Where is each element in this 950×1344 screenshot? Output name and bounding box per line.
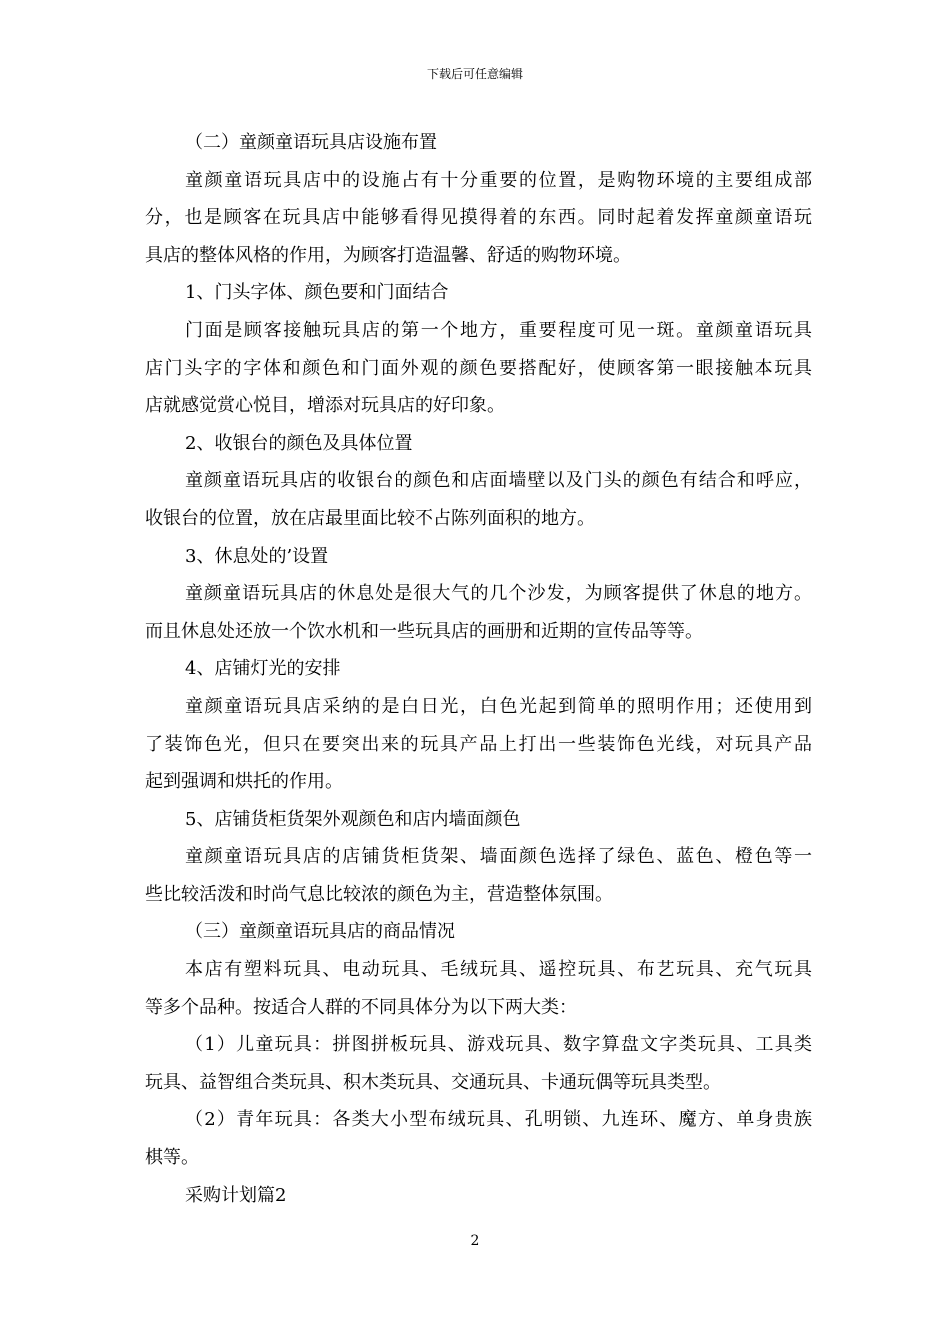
text-line: 门面是顾客接触玩具店的第一个地方，重要程度可见一斑。童颜童语玩具 [185,319,812,341]
document-body [145,124,812,1214]
text-line: 1、门头字体、颜色要和门面结合 [185,282,449,304]
text-line: 而且休息处还放一个饮水机和一些玩具店的画册和近期的宣传品等等。 [145,620,703,642]
text-line: 店门头字的字体和颜色和门面外观的颜色要搭配好，使顾客第一眼接触本玩具 [145,357,812,379]
text-line: 4、店铺灯光的安排 [185,658,341,680]
text-line: 本店有塑料玩具、电动玩具、毛绒玩具、遥控玩具、布艺玩具、充气玩具 [185,959,812,981]
text-line: 2、收银台的颜色及具体位置 [185,432,413,454]
text-line: 棋等。 [145,1147,199,1169]
text-line: 童颜童语玩具店的收银台的颜色和店面墙壁以及门头的颜色有结合和呼应， [185,470,812,492]
text-line: 收银台的位置，放在店最里面比较不占陈列面积的地方。 [145,507,595,529]
text-line: 起到强调和烘托的作用。 [145,771,343,793]
text-line: 具店的整体风格的作用，为顾客打造温馨、舒适的购物环境。 [145,244,631,266]
text-line: 店就感觉赏心悦目，增添对玩具店的好印象。 [145,395,505,417]
text-line: 分，也是顾客在玩具店中能够看得见摸得着的东西。同时起着发挥童颜童语玩 [145,207,812,229]
text-line: 3、休息处的’设置 [185,545,329,567]
text-line: （1）儿童玩具：拼图拼板玩具、游戏玩具、数字算盘文字类玩具、工具类 [185,1034,812,1056]
text-line: 等多个品种。按适合人群的不同具体分为以下两大类： [145,996,577,1018]
text-line: 玩具、益智组合类玩具、积木类玩具、交通玩具、卡通玩偶等玩具类型。 [145,1071,721,1093]
text-line: （2）青年玩具：各类大小型布绒玩具、孔明锁、九连环、魔方、单身贵族 [185,1109,812,1131]
text-line: （三）童颜童语玩具店的商品情况 [185,921,455,943]
text-line: （二）童颜童语玩具店设施布置 [185,132,437,153]
text-line: 童颜童语玩具店的休息处是很大气的几个沙发，为顾客提供了休息的地方。 [185,583,812,605]
text-line: 童颜童语玩具店的店铺货柜货架、墙面颜色选择了绿色、蓝色、橙色等一 [185,846,812,868]
text-line: 些比较活泼和时尚气息比较浓的颜色为主，营造整体氛围。 [145,883,613,905]
text-line: 童颜童语玩具店中的设施占有十分重要的位置，是购物环境的主要组成部 [185,169,812,191]
text-line: 童颜童语玩具店采纳的是白日光，白色光起到简单的照明作用；还使用到 [185,695,812,717]
text-line: 了装饰色光，但只在要突出来的玩具产品上打出一些装饰色光线，对玩具产品 [145,733,812,755]
text-line: 5、店铺货柜货架外观颜色和店内墙面颜色 [185,808,521,830]
page-number: 2 [470,1233,480,1249]
text-line: 采购计划篇2 [185,1184,287,1206]
page-header: 下载后可任意编辑 [426,67,523,81]
